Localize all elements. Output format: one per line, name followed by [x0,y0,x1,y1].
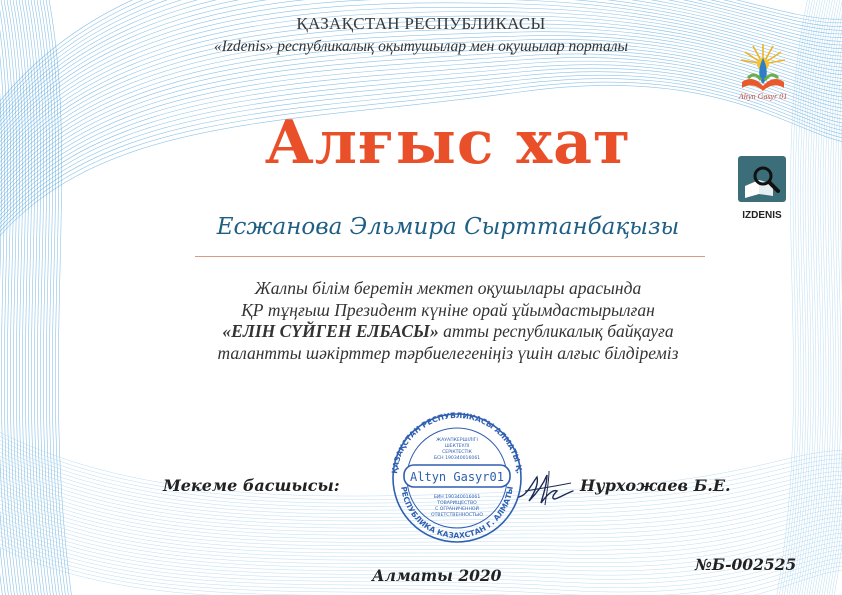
seal-center: Altyn Gasyr01 [410,470,504,484]
body-line-2: ҚР тұңғыш Президент күніне орай ұйымдастырылған [241,299,655,320]
seal-bottom-line-2: ТОВАРИЩЕСТВО [437,501,477,506]
recipient-name: Есжанова Эльмира Сырттанбақызы [216,214,680,240]
izdenis-label: IZDENIS [742,210,782,221]
logo-caption: Altyn Gasyr 01 [738,92,788,101]
certificate-title: Алғыс хат [264,108,632,178]
name-divider [195,256,705,257]
gratitude-text [0,278,842,364]
seal-bottom-line-1: БИН 190340016061 [433,495,481,500]
seal-bottom-line-3: С ОГРАНИЧЕННОЙ [435,507,479,512]
signature-icon [513,465,579,509]
certificate-number: №Б-002525 [695,555,797,574]
seal-top-line-4: БСН 190340016061 [433,456,481,461]
contest-name: «ЕЛІН СҮЙГЕН ЕЛБАСЫ» [222,321,439,341]
republic-heading: ҚАЗАҚСТАН РЕСПУБЛИКАСЫ [296,14,546,33]
body-line-3-rest: атты республикалық байқауға [438,321,674,341]
city-year: Алматы 2020 [372,566,502,585]
signer-name: Нурхожаев Б.Е. [580,476,731,495]
body-line-1: Жалпы білім беретін мектеп оқушылары арасында [254,278,642,298]
seal-bottom-line-4: ОТВЕТСТВЕННОСТЬЮ [431,513,483,518]
seal-ring-bottom: РЕСПУБЛИКА КАЗАХСТАН Г. АЛМАТЫ [399,485,515,541]
body-line-4: талантты шәкірттер тәрбиелегеніңіз үшін алғыс білдіреміз [217,342,679,363]
body-line-3 [0,321,842,343]
seal-ring-top: ҚАЗАҚСТАН РЕСПУБЛИКАСЫ АЛМАТЫ Қ. [390,412,524,475]
seal-top-line-2: ШЕКТЕУЛІ [444,444,470,449]
portal-subtitle: «Izdenis» республикалық оқытушылар мен оқушылар порталы [213,38,628,55]
seal-top-line-3: СЕРІКТЕСТІК [442,450,472,455]
head-label: Мекеме басшысы: [163,476,340,495]
seal-top-line-1: ЖАУАПКЕРШІЛІГІ [436,438,478,443]
